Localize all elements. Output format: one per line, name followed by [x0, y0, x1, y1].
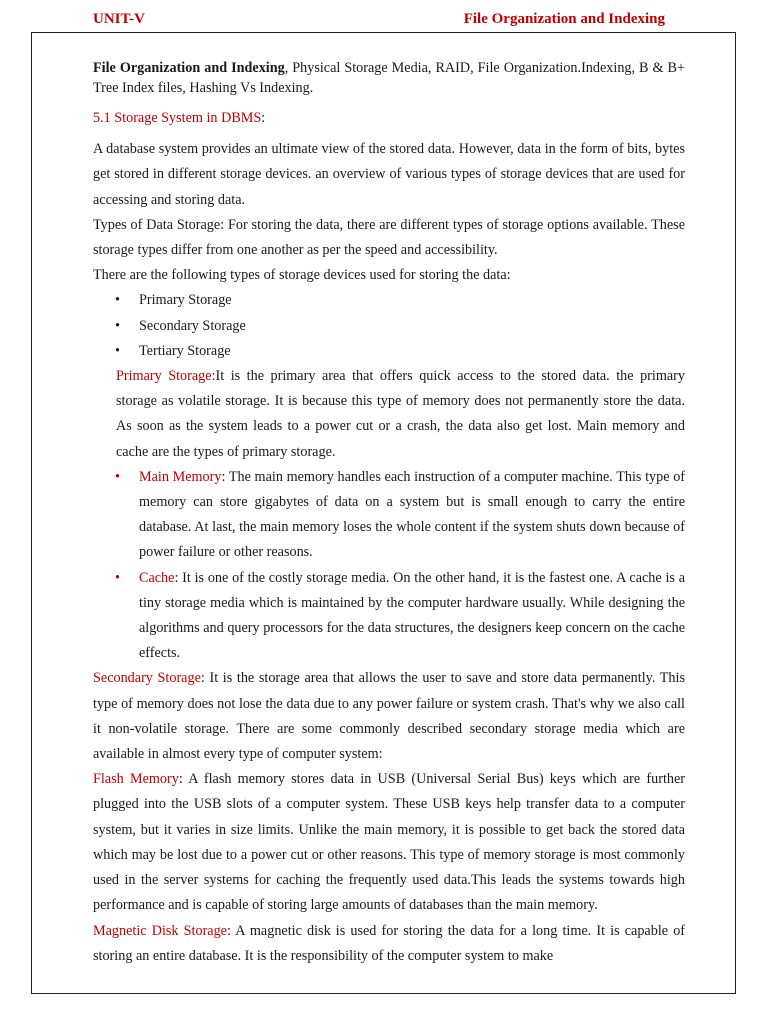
primary-storage-label: Primary Storage: — [116, 368, 216, 385]
list-item: • Primary Storage — [93, 288, 685, 313]
secondary-storage-paragraph — [93, 666, 685, 767]
paragraph-devices: There are the following types of storage devices used for storing the data: — [93, 267, 511, 284]
flash-memory-label: Flash Memory — [93, 771, 179, 788]
magnetic-disk-label: Magnetic Disk Storage — [93, 922, 227, 939]
cache-item — [93, 566, 685, 667]
flash-memory-paragraph — [93, 767, 685, 918]
main-memory-text: : The main memory handles each instruction of a computer machine. This type of memory can store gigabytes of data on a system but is small enough to carry the entire database. At last, the main memory loses the whole content if the system shuts down because of power failure or other reasons. — [139, 468, 686, 561]
storage-types-list — [93, 288, 685, 364]
section-heading-colon: : — [261, 110, 266, 126]
section-heading — [93, 106, 685, 131]
list-item: • Tertiary Storage — [93, 339, 685, 364]
cache-label: Cache — [139, 569, 175, 586]
paragraph-types: Types of Data Storage: For storing the data, there are different types of storage options available. These storage types differ from one another as per the speed and accessibility. — [93, 216, 685, 259]
secondary-storage-text: : It is the storage area that allows the user to save and store data permanently. This type of memory does not lose the data due to any power failure or system crash. That's why we also call it non-volatile storage. There are some commonly described secondary storage media which are available in almost every type of computer system: — [93, 670, 685, 763]
magnetic-disk-text: : A magnetic disk is used for storing the data for a long time. It is capable of storing an entire database. It is the responsibility of the computer system to make — [93, 922, 686, 964]
main-memory-item — [93, 465, 685, 566]
page-header — [93, 11, 665, 33]
flash-memory-text: : A flash memory stores data in USB (Universal Serial Bus) keys which are further plugged into the USB slots of a computer system. These USB keys help transfer data to a computer system, but it varies in size limits. Unlike the main memory, it is possible to get back the stored data which may be lost due to a power cut or other reasons. This type of memory storage is most commonly used in the server systems for caching the frequently used data.This leads the systems towards high performance and is capable of storing large amounts of databases than the main memory. — [93, 771, 686, 914]
page-header-title: File Organization and Indexing — [463, 11, 665, 27]
topics-list: , Physical Storage Media, RAID, File Organization.Indexing, B & B+ Tree Index files, Hashing Vs Indexing. — [93, 60, 685, 96]
cache-text: : It is one of the costly storage media. On the other hand, it is the fastest one. A cache is a tiny storage media which is maintained by the computer hardware usually. While designing the algorithms and query processors for the data structures, the designers keep concern on the cache effects. — [139, 569, 685, 662]
topics-intro — [93, 58, 685, 98]
unit-label: UNIT-V — [93, 11, 145, 27]
secondary-storage-label: Secondary Storage — [93, 670, 201, 687]
paragraph-overview: A database system provides an ultimate view of the stored data. However, data in the form of bits, bytes get stored in different storage devices. an overview of various types of storage devices that are used for accessing and storing data. — [93, 141, 685, 208]
section-heading-text: 5.1 Storage System in DBMS — [93, 110, 262, 126]
topics-bold: File Organization and Indexing — [93, 60, 285, 76]
primary-storage-text: It is the primary area that offers quick access to the stored data. the primary storage as volatile storage. It is because this type of memory does not permanently store the data. As soon as the system leads to a power cut or a crash, the data also get lost. Main memory and cache are the types of primary storage. — [116, 368, 685, 460]
magnetic-disk-paragraph — [93, 919, 685, 969]
primary-storage-list — [93, 465, 685, 667]
main-memory-label: Main Memory — [139, 468, 222, 485]
primary-storage-paragraph — [93, 364, 685, 465]
document-body — [93, 58, 685, 969]
list-item: • Secondary Storage — [93, 314, 685, 339]
